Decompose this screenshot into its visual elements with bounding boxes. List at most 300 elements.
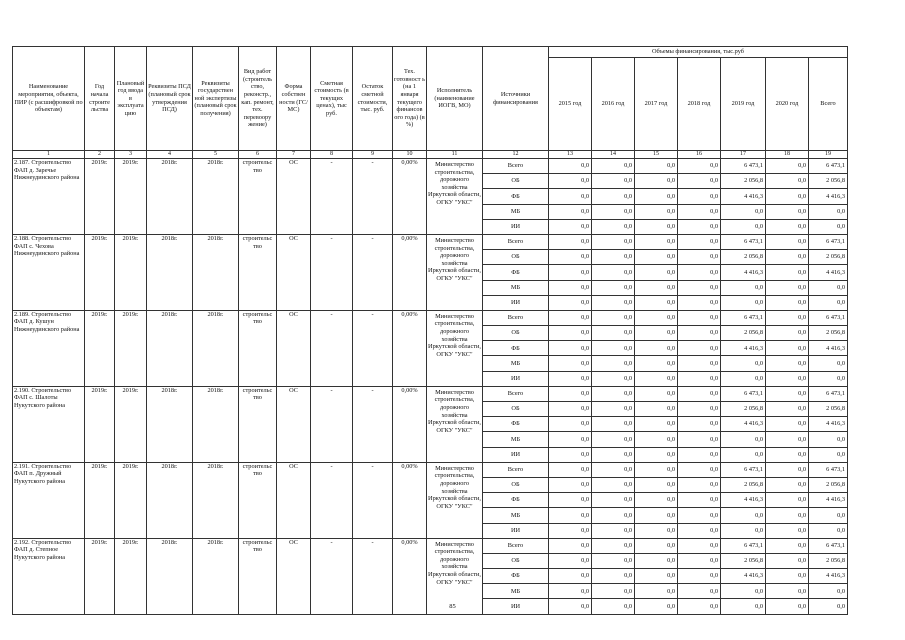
total-value: 0,0 xyxy=(809,219,848,234)
year-value: 0,0 xyxy=(766,310,809,325)
column-number: 17 xyxy=(721,151,766,159)
year-value: 0,0 xyxy=(766,234,809,249)
col-header-estimate: Сметная стоимость (в текущих ценах), тыс руб. xyxy=(311,47,353,151)
year-value: 0,0 xyxy=(721,219,766,234)
year-value: 4 416,3 xyxy=(721,189,766,204)
total-value: 2 056,8 xyxy=(809,402,848,417)
funding-source: Всего xyxy=(483,310,549,325)
year-value: 0,0 xyxy=(549,219,592,234)
year-value: 0,0 xyxy=(721,371,766,386)
col-header-sources: Источники финансирования xyxy=(483,47,549,151)
year-value: 0,0 xyxy=(678,204,721,219)
col-header-remaining: Остаток сметной стоимости, тыс. руб. xyxy=(353,47,393,151)
year-value: 0,0 xyxy=(766,538,809,553)
col-header-year: 2015 год xyxy=(549,58,592,151)
column-number: 13 xyxy=(549,151,592,159)
remaining-cost: - xyxy=(353,386,393,462)
table-row xyxy=(13,462,848,477)
year-value: 0,0 xyxy=(549,477,592,492)
year-value: 0,0 xyxy=(592,341,635,356)
total-value: 2 056,8 xyxy=(809,326,848,341)
year-value: 0,0 xyxy=(766,417,809,432)
year-value: 0,0 xyxy=(549,159,592,174)
col-header-start-year: Год начала строите льства xyxy=(85,47,115,151)
total-value: 4 416,3 xyxy=(809,265,848,280)
year-value: 0,0 xyxy=(721,295,766,310)
year-value: 0,0 xyxy=(635,326,678,341)
year-value: 0,0 xyxy=(766,371,809,386)
readiness: 0,00% xyxy=(393,386,427,462)
total-value: 6 473,1 xyxy=(809,386,848,401)
year-value: 0,0 xyxy=(549,584,592,599)
readiness: 0,00% xyxy=(393,159,427,235)
col-header-year: 2019 год xyxy=(721,58,766,151)
funding-source: ФБ xyxy=(483,417,549,432)
year-value: 0,0 xyxy=(678,432,721,447)
year-value: 6 473,1 xyxy=(721,538,766,553)
psd-date: 2018г. xyxy=(147,310,193,386)
year-value: 0,0 xyxy=(592,295,635,310)
col-header-funding-group: Объемы финансирования, тыс.руб xyxy=(549,47,848,58)
col-header-total: Всего xyxy=(809,58,848,151)
expertise-date: 2018г. xyxy=(193,234,239,310)
year-value: 0,0 xyxy=(678,371,721,386)
year-value: 0,0 xyxy=(635,508,678,523)
year-value: 0,0 xyxy=(678,326,721,341)
year-value: 0,0 xyxy=(592,523,635,538)
readiness: 0,00% xyxy=(393,462,427,538)
total-value: 4 416,3 xyxy=(809,493,848,508)
total-value: 2 056,8 xyxy=(809,174,848,189)
year-value: 0,0 xyxy=(592,250,635,265)
year-value: 0,0 xyxy=(678,493,721,508)
work-type: строительс тво xyxy=(239,386,277,462)
col-header-commission-year: Плановый год ввода в эксплуата цию xyxy=(115,47,147,151)
year-value: 0,0 xyxy=(592,402,635,417)
ownership: ОС xyxy=(277,462,311,538)
total-value: 0,0 xyxy=(809,356,848,371)
ownership: ОС xyxy=(277,386,311,462)
year-value: 0,0 xyxy=(592,310,635,325)
year-value: 0,0 xyxy=(678,189,721,204)
year-value: 0,0 xyxy=(678,402,721,417)
total-value: 6 473,1 xyxy=(809,159,848,174)
funding-source: ФБ xyxy=(483,265,549,280)
col-header-executor: Исполнитель (наименование ИОГВ, МО) xyxy=(427,47,483,151)
year-value: 0,0 xyxy=(592,159,635,174)
start-year: 2019г. xyxy=(85,159,115,235)
executor: Министерство строительства, дорожного хозяйства Иркутской области, ОГКУ "УКС" xyxy=(427,462,483,538)
year-value: 0,0 xyxy=(766,189,809,204)
funding-source: ОБ xyxy=(483,174,549,189)
executor: Министерство строительства, дорожного хозяйства Иркутской области, ОГКУ "УКС" xyxy=(427,310,483,386)
year-value: 0,0 xyxy=(549,402,592,417)
readiness: 0,00% xyxy=(393,234,427,310)
column-number: 14 xyxy=(592,151,635,159)
year-value: 0,0 xyxy=(678,356,721,371)
expertise-date: 2018г. xyxy=(193,386,239,462)
total-value: 2 056,8 xyxy=(809,477,848,492)
year-value: 0,0 xyxy=(549,174,592,189)
year-value: 0,0 xyxy=(592,371,635,386)
funding-source: МБ xyxy=(483,280,549,295)
year-value: 0,0 xyxy=(549,569,592,584)
total-value: 0,0 xyxy=(809,204,848,219)
year-value: 0,0 xyxy=(721,356,766,371)
year-value: 0,0 xyxy=(592,477,635,492)
year-value: 0,0 xyxy=(678,341,721,356)
funding-source: Всего xyxy=(483,234,549,249)
year-value: 0,0 xyxy=(549,538,592,553)
year-value: 0,0 xyxy=(766,326,809,341)
year-value: 0,0 xyxy=(635,538,678,553)
year-value: 0,0 xyxy=(678,569,721,584)
ownership: ОС xyxy=(277,159,311,235)
readiness: 0,00% xyxy=(393,310,427,386)
year-value: 0,0 xyxy=(678,508,721,523)
remaining-cost: - xyxy=(353,310,393,386)
year-value: 0,0 xyxy=(549,432,592,447)
year-value: 6 473,1 xyxy=(721,386,766,401)
year-value: 0,0 xyxy=(549,265,592,280)
year-value: 0,0 xyxy=(635,553,678,568)
work-type: строительс тво xyxy=(239,538,277,614)
column-number: 19 xyxy=(809,151,848,159)
total-value: 0,0 xyxy=(809,295,848,310)
year-value: 0,0 xyxy=(635,432,678,447)
year-value: 0,0 xyxy=(592,356,635,371)
total-value: 0,0 xyxy=(809,371,848,386)
remaining-cost: - xyxy=(353,462,393,538)
estimate-cost: - xyxy=(311,234,353,310)
col-header-name: Наименование мероприятия, объекта, ПИР (с расшифровкой по объектам) xyxy=(13,47,85,151)
work-type: строительс тво xyxy=(239,462,277,538)
year-value: 0,0 xyxy=(678,174,721,189)
start-year: 2019г. xyxy=(85,538,115,614)
object-name: 2.190. Строительство ФАП с. Шалоты Нукутского района xyxy=(13,386,85,462)
year-value: 0,0 xyxy=(678,599,721,614)
table-body xyxy=(13,151,848,615)
year-value: 0,0 xyxy=(549,386,592,401)
year-value: 0,0 xyxy=(766,219,809,234)
year-value: 0,0 xyxy=(549,493,592,508)
column-number: 12 xyxy=(483,151,549,159)
year-value: 0,0 xyxy=(678,310,721,325)
start-year: 2019г. xyxy=(85,234,115,310)
start-year: 2019г. xyxy=(85,386,115,462)
funding-source: МБ xyxy=(483,584,549,599)
total-value: 0,0 xyxy=(809,280,848,295)
col-header-expertise: Реквизиты государствен ной экспертизы (плановый срок получения) xyxy=(193,47,239,151)
total-value: 6 473,1 xyxy=(809,462,848,477)
psd-date: 2018г. xyxy=(147,538,193,614)
year-value: 0,0 xyxy=(635,265,678,280)
year-value: 0,0 xyxy=(592,553,635,568)
commission-year: 2019г. xyxy=(115,462,147,538)
year-value: 0,0 xyxy=(635,447,678,462)
object-name: 2.189. Строительство ФАП д. Кушун Нижнеудинского района xyxy=(13,310,85,386)
year-value: 0,0 xyxy=(549,356,592,371)
col-header-year: 2016 год xyxy=(592,58,635,151)
year-value: 0,0 xyxy=(635,341,678,356)
col-header-year: 2018 год xyxy=(678,58,721,151)
column-number: 4 xyxy=(147,151,193,159)
year-value: 4 416,3 xyxy=(721,341,766,356)
total-value: 0,0 xyxy=(809,599,848,614)
object-name: 2.192. Строительство ФАП д. Степное Нукутского района xyxy=(13,538,85,614)
column-number: 1 xyxy=(13,151,85,159)
year-value: 0,0 xyxy=(766,462,809,477)
year-value: 0,0 xyxy=(549,417,592,432)
table-row xyxy=(13,538,848,553)
year-value: 0,0 xyxy=(635,219,678,234)
total-value: 4 416,3 xyxy=(809,341,848,356)
year-value: 0,0 xyxy=(549,341,592,356)
column-number-row xyxy=(13,151,848,159)
year-value: 0,0 xyxy=(635,599,678,614)
year-value: 0,0 xyxy=(635,310,678,325)
col-header-readiness: Тех. готовност ь (на 1 января текущего финансов ого года) (в %) xyxy=(393,47,427,151)
year-value: 0,0 xyxy=(678,462,721,477)
estimate-cost: - xyxy=(311,386,353,462)
col-header-psd: Реквизиты ПСД (плановый срок утверждения ПСД) xyxy=(147,47,193,151)
year-value: 0,0 xyxy=(766,174,809,189)
funding-source: МБ xyxy=(483,432,549,447)
funding-source: Всего xyxy=(483,386,549,401)
total-value: 4 416,3 xyxy=(809,189,848,204)
year-value: 0,0 xyxy=(592,386,635,401)
year-value: 0,0 xyxy=(635,234,678,249)
executor: Министерство строительства, дорожного хозяйства Иркутской области, ОГКУ "УКС" xyxy=(427,159,483,235)
column-number: 7 xyxy=(277,151,311,159)
year-value: 0,0 xyxy=(766,584,809,599)
total-value: 6 473,1 xyxy=(809,310,848,325)
column-number: 16 xyxy=(678,151,721,159)
year-value: 0,0 xyxy=(721,432,766,447)
year-value: 0,0 xyxy=(766,569,809,584)
funding-source: ИИ xyxy=(483,371,549,386)
year-value: 0,0 xyxy=(766,447,809,462)
year-value: 0,0 xyxy=(592,234,635,249)
year-value: 0,0 xyxy=(549,250,592,265)
ownership: ОС xyxy=(277,310,311,386)
funding-source: ОБ xyxy=(483,477,549,492)
year-value: 0,0 xyxy=(549,280,592,295)
year-value: 0,0 xyxy=(678,386,721,401)
year-value: 0,0 xyxy=(678,219,721,234)
year-value: 0,0 xyxy=(635,204,678,219)
year-value: 2 056,8 xyxy=(721,553,766,568)
year-value: 0,0 xyxy=(635,523,678,538)
year-value: 0,0 xyxy=(549,189,592,204)
table-row xyxy=(13,386,848,401)
year-value: 0,0 xyxy=(766,493,809,508)
year-value: 0,0 xyxy=(766,250,809,265)
expertise-date: 2018г. xyxy=(193,310,239,386)
commission-year: 2019г. xyxy=(115,538,147,614)
year-value: 0,0 xyxy=(635,371,678,386)
year-value: 0,0 xyxy=(766,280,809,295)
year-value: 6 473,1 xyxy=(721,159,766,174)
year-value: 0,0 xyxy=(766,508,809,523)
year-value: 2 056,8 xyxy=(721,477,766,492)
column-number: 5 xyxy=(193,151,239,159)
year-value: 4 416,3 xyxy=(721,493,766,508)
document-page xyxy=(12,46,847,615)
remaining-cost: - xyxy=(353,234,393,310)
remaining-cost: - xyxy=(353,538,393,614)
year-value: 4 416,3 xyxy=(721,569,766,584)
year-value: 0,0 xyxy=(549,447,592,462)
ownership: ОС xyxy=(277,234,311,310)
work-type: строительс тво xyxy=(239,159,277,235)
expertise-date: 2018г. xyxy=(193,538,239,614)
funding-source: МБ xyxy=(483,508,549,523)
year-value: 0,0 xyxy=(721,523,766,538)
table-row xyxy=(13,159,848,174)
funding-source: ФБ xyxy=(483,493,549,508)
expertise-date: 2018г. xyxy=(193,462,239,538)
column-number: 10 xyxy=(393,151,427,159)
year-value: 0,0 xyxy=(592,508,635,523)
year-value: 0,0 xyxy=(592,326,635,341)
column-number: 15 xyxy=(635,151,678,159)
year-value: 0,0 xyxy=(766,204,809,219)
year-value: 0,0 xyxy=(635,493,678,508)
psd-date: 2018г. xyxy=(147,159,193,235)
funding-source: ОБ xyxy=(483,402,549,417)
executor: Министерство строительства, дорожного хозяйства Иркутской области, ОГКУ "УКС" xyxy=(427,538,483,614)
year-value: 2 056,8 xyxy=(721,174,766,189)
year-value: 0,0 xyxy=(549,553,592,568)
year-value: 0,0 xyxy=(635,189,678,204)
column-number: 3 xyxy=(115,151,147,159)
commission-year: 2019г. xyxy=(115,234,147,310)
year-value: 6 473,1 xyxy=(721,310,766,325)
year-value: 0,0 xyxy=(766,356,809,371)
year-value: 0,0 xyxy=(766,432,809,447)
total-value: 0,0 xyxy=(809,432,848,447)
year-value: 0,0 xyxy=(549,234,592,249)
year-value: 0,0 xyxy=(678,553,721,568)
year-value: 0,0 xyxy=(592,599,635,614)
year-value: 0,0 xyxy=(635,159,678,174)
funding-source: ОБ xyxy=(483,326,549,341)
year-value: 0,0 xyxy=(766,159,809,174)
year-value: 0,0 xyxy=(592,204,635,219)
col-header-work-type: Вид работ (строитель ство, реконстр., кап. ремонт, тех. перевоору жение) xyxy=(239,47,277,151)
funding-source: МБ xyxy=(483,204,549,219)
total-value: 6 473,1 xyxy=(809,234,848,249)
executor: Министерство строительства, дорожного хозяйства Иркутской области, ОГКУ "УКС" xyxy=(427,234,483,310)
year-value: 2 056,8 xyxy=(721,402,766,417)
total-value: 4 416,3 xyxy=(809,417,848,432)
year-value: 0,0 xyxy=(766,402,809,417)
funding-source: Всего xyxy=(483,159,549,174)
year-value: 0,0 xyxy=(766,341,809,356)
year-value: 0,0 xyxy=(592,219,635,234)
executor: Министерство строительства, дорожного хозяйства Иркутской области, ОГКУ "УКС" xyxy=(427,386,483,462)
column-number: 11 xyxy=(427,151,483,159)
psd-date: 2018г. xyxy=(147,234,193,310)
readiness: 0,00% xyxy=(393,538,427,614)
funding-source: ОБ xyxy=(483,553,549,568)
funding-source: ИИ xyxy=(483,447,549,462)
year-value: 0,0 xyxy=(766,265,809,280)
table-row xyxy=(13,310,848,325)
year-value: 0,0 xyxy=(635,174,678,189)
funding-source: ИИ xyxy=(483,599,549,614)
funding-source: ИИ xyxy=(483,523,549,538)
total-value: 4 416,3 xyxy=(809,569,848,584)
col-header-ownership: Форма собствен ности (ГС/МС) xyxy=(277,47,311,151)
col-header-year: 2017 год xyxy=(635,58,678,151)
funding-source: ФБ xyxy=(483,189,549,204)
year-value: 0,0 xyxy=(678,523,721,538)
psd-date: 2018г. xyxy=(147,386,193,462)
year-value: 0,0 xyxy=(592,462,635,477)
total-value: 0,0 xyxy=(809,523,848,538)
estimate-cost: - xyxy=(311,462,353,538)
estimate-cost: - xyxy=(311,538,353,614)
page-number: 85 xyxy=(449,603,456,610)
year-value: 0,0 xyxy=(549,523,592,538)
funding-source: МБ xyxy=(483,356,549,371)
year-value: 0,0 xyxy=(635,584,678,599)
year-value: 0,0 xyxy=(678,265,721,280)
year-value: 0,0 xyxy=(592,280,635,295)
year-value: 0,0 xyxy=(592,417,635,432)
year-value: 0,0 xyxy=(549,204,592,219)
year-value: 0,0 xyxy=(635,569,678,584)
year-value: 0,0 xyxy=(721,280,766,295)
funding-source: ФБ xyxy=(483,341,549,356)
commission-year: 2019г. xyxy=(115,159,147,235)
year-value: 0,0 xyxy=(766,386,809,401)
funding-source: Всего xyxy=(483,538,549,553)
year-value: 6 473,1 xyxy=(721,234,766,249)
year-value: 0,0 xyxy=(592,447,635,462)
year-value: 0,0 xyxy=(635,280,678,295)
year-value: 0,0 xyxy=(678,250,721,265)
year-value: 0,0 xyxy=(766,295,809,310)
object-name: 2.187. Строительство ФАП д. Заречье Нижнеудинского района xyxy=(13,159,85,235)
estimate-cost: - xyxy=(311,310,353,386)
funding-source: ИИ xyxy=(483,295,549,310)
table-row xyxy=(13,234,848,249)
column-number: 6 xyxy=(239,151,277,159)
year-value: 0,0 xyxy=(592,174,635,189)
table-header xyxy=(13,47,848,151)
remaining-cost: - xyxy=(353,159,393,235)
year-value: 0,0 xyxy=(549,508,592,523)
year-value: 0,0 xyxy=(721,508,766,523)
year-value: 0,0 xyxy=(766,477,809,492)
year-value: 0,0 xyxy=(721,599,766,614)
object-name: 2.188. Строительство ФАП с. Чехова Нижнеудинского района xyxy=(13,234,85,310)
total-value: 0,0 xyxy=(809,447,848,462)
year-value: 2 056,8 xyxy=(721,250,766,265)
year-value: 0,0 xyxy=(549,295,592,310)
column-number: 2 xyxy=(85,151,115,159)
year-value: 0,0 xyxy=(678,447,721,462)
year-value: 0,0 xyxy=(635,356,678,371)
year-value: 0,0 xyxy=(549,326,592,341)
financing-table xyxy=(12,46,848,615)
year-value: 0,0 xyxy=(592,493,635,508)
estimate-cost: - xyxy=(311,159,353,235)
col-header-year: 2020 год xyxy=(766,58,809,151)
